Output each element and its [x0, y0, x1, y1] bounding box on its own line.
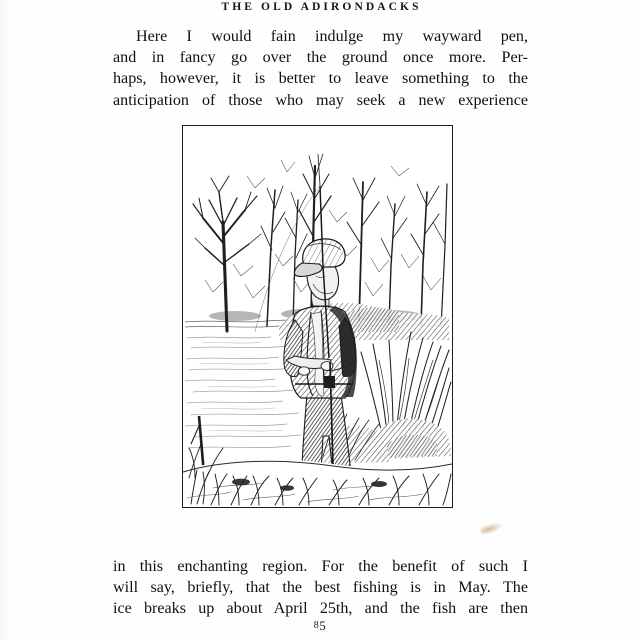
illustration-frame — [182, 125, 453, 508]
text-line: anticipation of those who may seek a new experience — [113, 91, 528, 109]
page-number — [0, 618, 640, 634]
page-number-rest: 5 — [319, 618, 327, 633]
text-line: haps, however, it is better to leave something to the — [113, 70, 528, 88]
paper-foxing-stain — [479, 521, 503, 536]
running-head-title: THE OLD ADIRONDACKS — [221, 1, 422, 13]
fisherman-engraving — [183, 126, 452, 507]
text-line: ice breaks up about April 25th, and the fish are then — [113, 600, 528, 618]
paragraph-bottom — [113, 556, 528, 620]
text-line: and in fancy go over the ground once more. Per- — [113, 49, 528, 67]
page-edge-shadow — [0, 0, 10, 640]
page-number-first-digit: 8 — [313, 620, 320, 631]
text-line: will say, briefly, that the best fishing is in May. The — [113, 579, 528, 597]
text-line: in this enchanting region. For the benefit of such I — [113, 558, 528, 575]
text-line: Here I would fain indulge my wayward pen, — [136, 28, 528, 45]
paragraph-top — [113, 26, 528, 111]
